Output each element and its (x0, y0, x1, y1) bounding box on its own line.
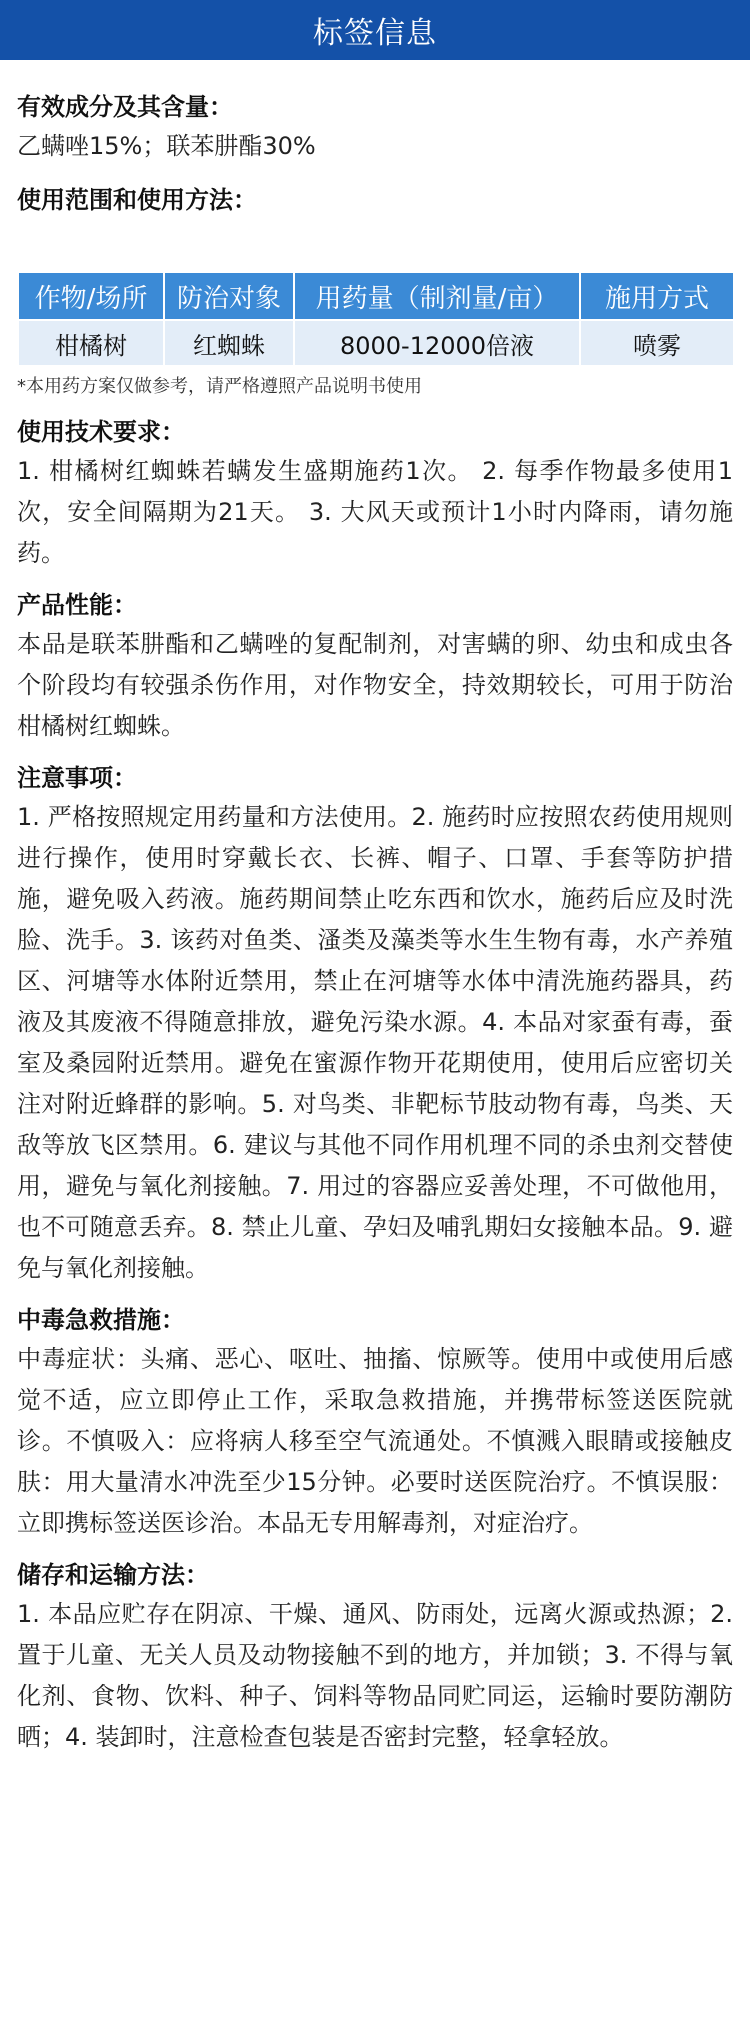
table-header-method: 施用方式 (581, 273, 733, 319)
cautions-text: 1. 严格按照规定用药量和方法使用。2. 施药时应按照农药使用规则进行操作，使用时穿戴长衣、长裤、帽子、口罩、手套等防护措施，避免吸入药液。施药期间禁止吃东西和饮水，施药后应及时洗脸、洗手。3. 该药对鱼类、溞类及藻类等水生生物有毒，水产养殖区、河塘等水体附近禁用，禁止在河塘等水体中清洗施药器具，药液及其废液不得随意排放，避免污染水源。4. 本品对家蚕有毒，蚕室及桑园附近禁用。避免在蜜源作物开花期使用，使用后应密切关注对附近蜂群的影响。5. 对鸟类、非靶标节肢动物有毒，鸟类、天敌等放飞区禁用。6. 建议与其他不同作用机理不同的杀虫剂交替使用，避免与氧化剂接触。7. 用过的容器应妥善处理，不可做他用，也不可随意丢弃。8. 禁止儿童、孕妇及哺乳期妇女接触本品。9. 避免与氧化剂接触。 (17, 803, 733, 1282)
table-note: *本用药方案仅做参考，请严格遵照产品说明书使用 (17, 376, 422, 397)
firstaid-section (17, 1303, 733, 1544)
table-cell-method: 喷雾 (581, 321, 733, 365)
cautions-section (17, 761, 733, 1289)
table-cell-dosage: 8000-12000倍液 (295, 321, 579, 365)
cautions-title: 注意事项： (17, 764, 137, 792)
tech-title: 使用技术要求： (17, 418, 185, 446)
table-header-dosage: 用药量（制剂量/亩） (295, 273, 579, 319)
performance-title: 产品性能： (17, 591, 137, 619)
table-header-crop: 作物/场所 (19, 273, 163, 319)
tech-text: 1. 柑橘树红蜘蛛若螨发生盛期施药1次。 2. 每季作物最多使用1次，安全间隔期为21天。 3. 大风天或预计1小时内降雨，请勿施药。 (17, 457, 733, 567)
storage-title: 储存和运输方法： (17, 1561, 209, 1589)
table-cell-crop: 柑橘树 (19, 321, 163, 365)
tech-section (17, 415, 733, 574)
storage-text: 1. 本品应贮存在阴凉、干燥、通风、防雨处，远离火源或热源；2. 置于儿童、无关人员及动物接触不到的地方，并加锁；3. 不得与氧化剂、食物、饮料、种子、饲料等物品同贮同运，运输时要防潮防晒；4. 装卸时，注意检查包装是否密封完整，轻拿轻放。 (17, 1600, 733, 1751)
page-header (0, 0, 750, 60)
usage-section (17, 183, 733, 401)
table-header-target: 防治对象 (165, 273, 293, 319)
header-title: 标签信息 (313, 16, 437, 51)
ingredients-text: 乙螨唑15%；联苯肼酯30% (17, 132, 316, 160)
performance-text: 本品是联苯肼酯和乙螨唑的复配制剂，对害螨的卵、幼虫和成虫各个阶段均有较强杀伤作用，对作物安全，持效期较长，可用于防治柑橘树红蜘蛛。 (17, 630, 733, 740)
usage-title: 使用范围和使用方法： (17, 186, 257, 214)
firstaid-text: 中毒症状：头痛、恶心、呕吐、抽搐、惊厥等。使用中或使用后感觉不适，应立即停止工作，采取急救措施，并携带标签送医院就诊。不慎吸入：应将病人移至空气流通处。不慎溅入眼睛或接触皮肤：用大量清水冲洗至少15分钟。必要时送医院治疗。不慎误服：立即携标签送医诊治。本品无专用解毒剂，对症治疗。 (17, 1345, 733, 1537)
performance-section (17, 588, 733, 747)
table-cell-target: 红蜘蛛 (165, 321, 293, 365)
firstaid-title: 中毒急救措施： (17, 1306, 185, 1334)
label-content (0, 60, 750, 1758)
storage-section (17, 1558, 733, 1758)
usage-table (17, 271, 735, 367)
ingredients-title: 有效成分及其含量： (17, 93, 233, 121)
table-row (19, 321, 733, 365)
ingredients-section (17, 90, 733, 167)
table-header-row (19, 273, 733, 319)
